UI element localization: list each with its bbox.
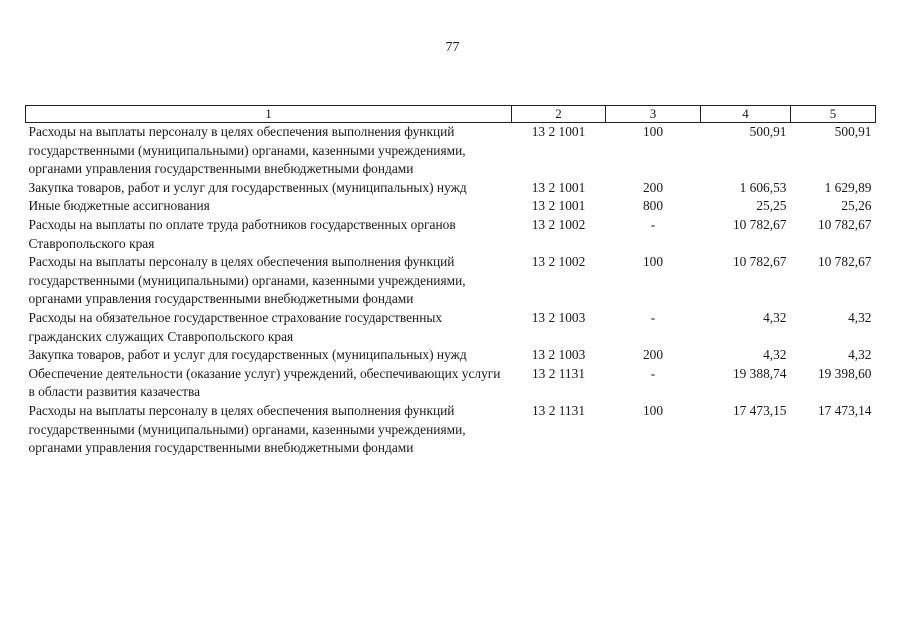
- row-value-col4: 19 388,74: [732, 365, 787, 381]
- table-row: [26, 365, 876, 402]
- row-code: 13 2 1001: [531, 198, 586, 214]
- table-row: [26, 253, 876, 309]
- row-description: Обеспечение деятельности (оказание услуг) учреждений, обеспечивающих услуги в области развития казачества: [28, 365, 501, 400]
- row-type: 100: [642, 402, 664, 418]
- row-type: 100: [642, 124, 664, 139]
- row-type: -: [650, 309, 656, 325]
- row-type: 800: [642, 198, 664, 214]
- row-value-col4: 4,32: [763, 309, 787, 325]
- page-number: 77: [445, 40, 460, 55]
- row-value-col5: 4,32: [848, 347, 872, 363]
- row-value-col5: 500,91: [834, 124, 872, 139]
- header-col-3: 3: [606, 106, 701, 123]
- row-value-col4: 10 782,67: [732, 254, 787, 270]
- header-col-2: 2: [512, 106, 606, 123]
- row-type: 200: [642, 347, 664, 363]
- row-value-col5: 25,26: [841, 198, 872, 214]
- row-value-col4: 500,91: [749, 124, 787, 139]
- row-code: 13 2 1131: [531, 402, 586, 418]
- row-type: -: [650, 365, 656, 381]
- row-code: 13 2 1001: [531, 179, 586, 195]
- table-row: [26, 309, 876, 346]
- row-value-col5: 1 629,89: [824, 179, 872, 195]
- table-row: [26, 346, 876, 365]
- header-col-1: 1: [26, 106, 512, 123]
- budget-table: [25, 105, 876, 458]
- row-value-col4: 10 782,67: [732, 216, 787, 232]
- row-value-col4: 17 473,15: [732, 402, 787, 418]
- row-description: Расходы на выплаты персоналу в целях обеспечения выполнения функций государственными (муниципальными) органами, казенными учреждениями, органами управления государственными внебюджетными фондами: [28, 124, 466, 177]
- table-row: [26, 123, 876, 179]
- row-description: Расходы на выплаты персоналу в целях обеспечения выполнения функций государственными (муниципальными) органами, казенными учреждениями, органами управления государственными внебюджетными фондами: [28, 254, 466, 307]
- table-row: [26, 402, 876, 458]
- row-value-col5: 19 398,60: [817, 365, 872, 381]
- row-code: 13 2 1003: [531, 347, 586, 363]
- row-value-col4: 4,32: [763, 347, 787, 363]
- row-value-col5: 10 782,67: [817, 216, 872, 232]
- row-type: 200: [642, 179, 664, 195]
- header-row: [26, 106, 876, 123]
- row-code: 13 2 1002: [531, 254, 586, 270]
- table-row: [26, 179, 876, 198]
- row-code: 13 2 1002: [531, 216, 586, 232]
- row-code: 13 2 1003: [531, 309, 586, 325]
- row-value-col4: 1 606,53: [739, 179, 787, 195]
- row-description: Расходы на обязательное государственное страхование государственных гражданских служащих Ставропольского края: [28, 309, 443, 344]
- row-type: -: [650, 216, 656, 232]
- row-description: Закупка товаров, работ и услуг для государственных (муниципальных) нужд: [28, 179, 467, 195]
- row-description: Закупка товаров, работ и услуг для государственных (муниципальных) нужд: [28, 347, 467, 363]
- row-value-col5: 17 473,14: [817, 402, 872, 418]
- table-row: [26, 197, 876, 216]
- row-value-col5: 10 782,67: [817, 254, 872, 270]
- row-value-col5: 4,32: [848, 309, 872, 325]
- header-col-4: 4: [701, 106, 791, 123]
- row-description: Расходы на выплаты по оплате труда работников государственных органов Ставропольского края: [28, 216, 456, 251]
- table-row: [26, 216, 876, 253]
- row-description: Иные бюджетные ассигнования: [28, 198, 210, 214]
- row-value-col4: 25,25: [756, 198, 787, 214]
- row-description: Расходы на выплаты персоналу в целях обеспечения выполнения функций государственными (муниципальными) органами, казенными учреждениями, органами управления государственными внебюджетными фондами: [28, 402, 466, 456]
- header-col-5: 5: [791, 106, 876, 123]
- row-code: 13 2 1131: [531, 365, 586, 381]
- row-code: 13 2 1001: [531, 124, 586, 139]
- row-type: 100: [642, 254, 664, 270]
